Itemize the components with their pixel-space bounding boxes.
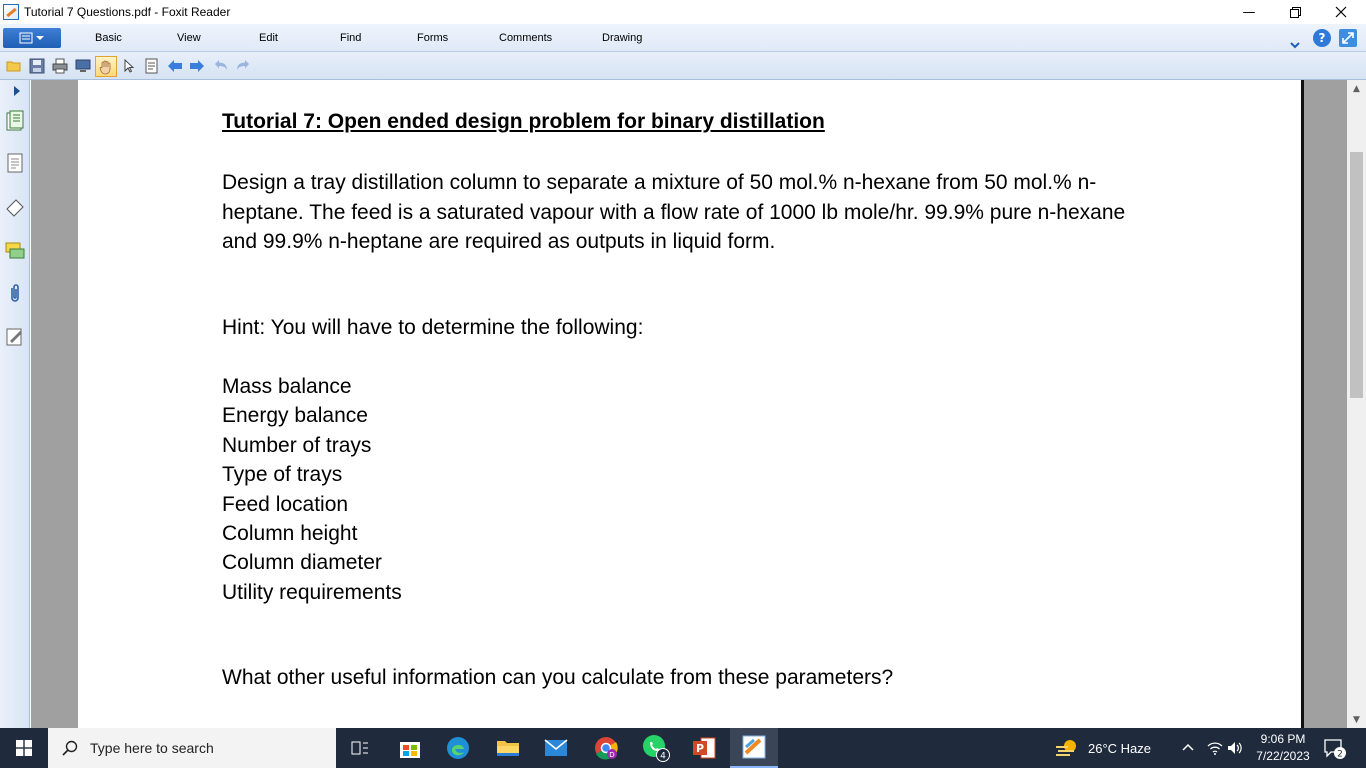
close-icon [1335,6,1347,18]
chevron-up-icon: ▲ [1353,83,1360,94]
monitor-icon[interactable] [75,58,91,74]
chrome-button[interactable] [582,728,630,768]
ribbon-tab-bar [0,24,1366,52]
app-menu-button[interactable] [3,28,61,48]
document-viewport[interactable] [31,80,1347,728]
navigation-panel [0,80,30,728]
weather-text: 26°C Haze [1088,740,1152,756]
tab-find[interactable]: Find [340,32,362,44]
expand-panel-icon[interactable] [14,86,20,96]
svg-text:D: D [609,751,615,759]
open-folder-icon[interactable] [6,58,22,74]
minimize-icon: — [1242,4,1256,20]
restore-button[interactable] [1272,0,1318,24]
followup-question: What other useful information can you calculate from these parameters? [222,666,894,689]
text-select-icon[interactable] [144,58,160,74]
forward-arrow-icon[interactable] [189,58,205,74]
print-icon[interactable] [52,58,68,74]
fullscreen-button[interactable] [1339,29,1357,47]
weather-widget[interactable] [1054,728,1151,768]
windows-logo-icon [16,740,32,756]
foxit-reader-taskbar-button[interactable] [730,728,778,768]
help-button[interactable] [1313,29,1331,47]
vertical-scrollbar[interactable] [1347,80,1366,728]
document-heading: Tutorial 7: Open ended design problem for binary distillation [222,110,825,133]
tab-view[interactable]: View [177,32,201,44]
save-icon[interactable] [29,58,45,74]
minimize-button[interactable] [1226,0,1272,24]
list-item: Energy balance [222,404,368,428]
chevron-down-icon [1290,41,1300,49]
close-button[interactable] [1318,0,1364,24]
svg-text:P: P [695,742,705,755]
signature-panel-icon[interactable] [5,326,25,348]
document-properties-icon[interactable] [5,152,25,174]
scroll-down-button[interactable] [1347,711,1366,728]
window-title: Tutorial 7 Questions.pdf - Foxit Reader [24,5,231,19]
title-bar [0,0,1366,24]
wifi-icon[interactable] [1207,741,1223,755]
whatsapp-button[interactable] [632,728,680,768]
hand-tool-button[interactable] [95,56,117,77]
tab-basic[interactable]: Basic [95,32,122,44]
clock-time: 9:06 PM [1260,732,1306,746]
attachments-panel-icon[interactable] [5,282,25,304]
weather-haze-icon [1054,737,1080,759]
ribbon-collapse-button[interactable] [1290,34,1300,53]
store-icon [399,737,421,759]
whatsapp-icon [642,734,670,762]
foxit-app-icon [3,4,19,20]
edge-icon [446,736,470,760]
file-explorer-button[interactable] [484,728,532,768]
notification-count: 2 [1337,749,1343,760]
mail-button[interactable] [532,728,580,768]
restore-icon [1290,7,1301,18]
hand-icon [98,59,114,75]
list-item: Feed location [222,492,349,516]
scroll-thumb[interactable] [1350,152,1363,398]
foxit-icon [742,735,766,759]
chevron-down-icon: ▼ [1353,714,1360,725]
whatsapp-badge: 4 [660,751,666,762]
list-item: Column height [222,522,358,546]
pages-panel-icon[interactable] [5,110,25,132]
pdf-page [78,80,1304,728]
back-arrow-icon[interactable] [167,58,183,74]
requirements-list [222,372,402,607]
list-item: Column diameter [222,551,382,575]
select-arrow-icon[interactable] [121,58,137,74]
start-button[interactable] [0,728,48,768]
notification-icon [1323,738,1347,760]
hint-text: Hint: You will have to determine the following: [222,316,644,339]
chrome-icon [593,735,619,761]
search-icon [62,740,78,756]
system-clock[interactable] [1248,731,1318,765]
comments-panel-icon[interactable] [5,240,25,262]
taskbar-search-box[interactable] [48,728,336,768]
help-icon: ? [1318,31,1326,45]
quick-access-toolbar [0,52,1366,80]
menu-icon [19,32,45,44]
chevron-up-icon[interactable] [1182,743,1194,751]
clock-date: 7/22/2023 [1256,749,1310,763]
tab-forms[interactable]: Forms [417,32,449,44]
scroll-up-button[interactable] [1347,80,1366,97]
expand-icon [1341,31,1355,45]
notification-center-button[interactable] [1320,736,1350,762]
tab-edit[interactable]: Edit [259,32,278,44]
search-placeholder: Type here to search [90,740,214,756]
volume-icon[interactable] [1227,741,1243,755]
undo-icon[interactable] [213,58,229,74]
task-view-icon [351,740,369,756]
eraser-tag-icon[interactable] [5,196,25,218]
powerpoint-icon [692,737,716,759]
folder-icon [496,738,520,758]
windows-taskbar [0,728,1366,768]
redo-icon[interactable] [235,58,251,74]
tab-drawing[interactable]: Drawing [602,32,643,44]
list-item: Number of trays [222,433,372,457]
edge-browser-button[interactable] [434,728,482,768]
problem-statement: Design a tray distillation column to separate a mixture of 50 mol.% n-hexane from 50 mol.% n-heptane. The feed is a saturated vapour with a flow rate of 1000 lb mole/hr. 99.9% pure n-hexane and 99.9% n-heptane are required as outputs in liquid form. [222,171,1126,253]
mail-icon [544,739,568,757]
microsoft-store-button[interactable] [386,728,434,768]
powerpoint-button[interactable] [680,728,728,768]
task-view-button[interactable] [336,728,384,768]
list-item: Mass balance [222,375,352,398]
list-item: Utility requirements [222,580,402,604]
tab-comments[interactable]: Comments [499,32,553,44]
list-item: Type of trays [222,463,343,487]
